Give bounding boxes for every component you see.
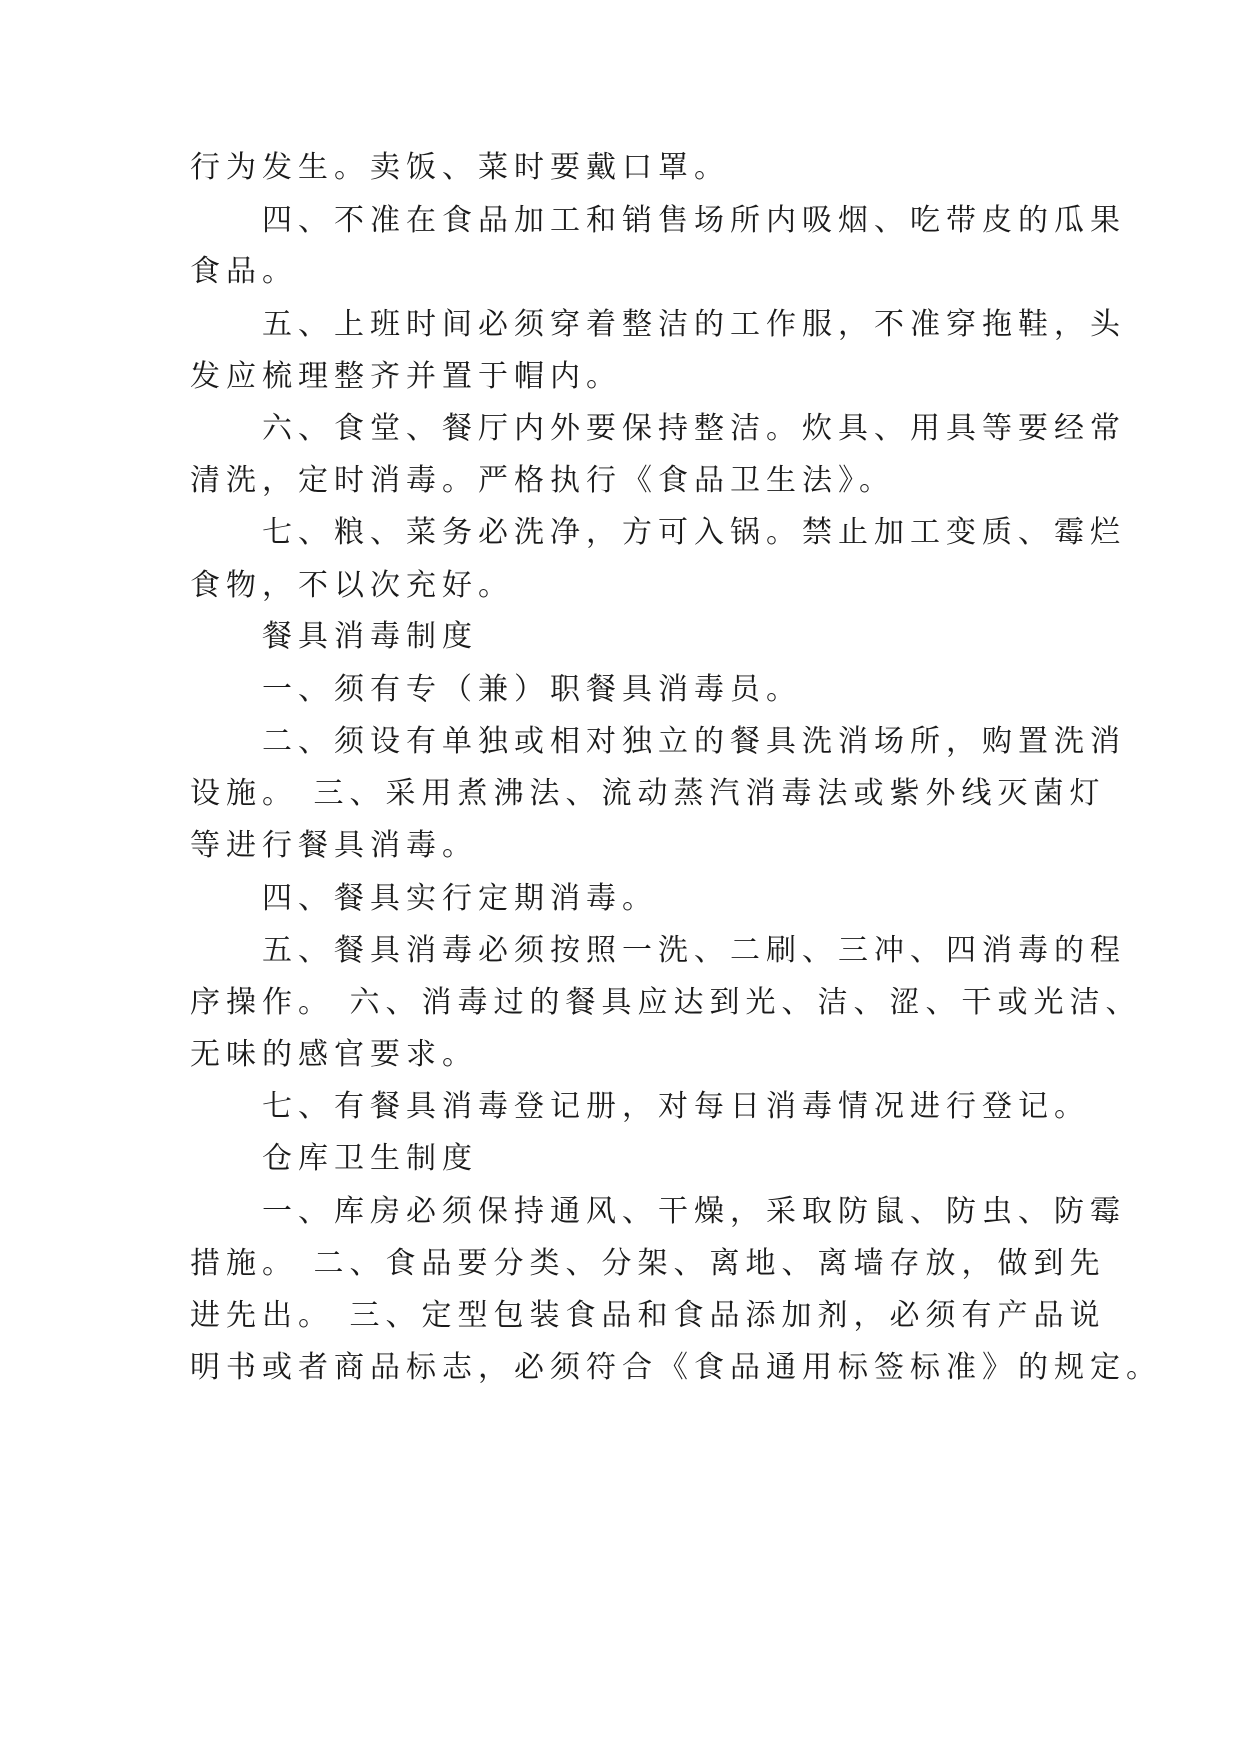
text-line: 一、须有专（兼）职餐具消毒员。 — [190, 672, 802, 707]
text-line: 无味的感官要求。 — [190, 1037, 478, 1072]
text-line: 七、有餐具消毒登记册，对每日消毒情况进行登记。 — [190, 1089, 1090, 1124]
text-line: 清洗，定时消毒。严格执行《食品卫生法》。 — [190, 463, 895, 498]
section-heading: 餐具消毒制度 — [190, 619, 478, 654]
text-line: 进先出。 三、定型包装食品和食品添加剂，必须有产品说 — [190, 1298, 1106, 1333]
text-line: 五、上班时间必须穿着整洁的工作服，不准穿拖鞋，头 — [190, 307, 1126, 342]
text-line: 明书或者商品标志，必须符合《食品通用标签标准》的规定。 — [190, 1350, 1162, 1385]
text-line: 行为发生。卖饭、菜时要戴口罩。 — [190, 150, 730, 185]
text-line: 序操作。 六、消毒过的餐具应达到光、洁、涩、干或光洁、 — [190, 985, 1142, 1020]
text-line: 等进行餐具消毒。 — [190, 828, 478, 863]
text-line: 五、餐具消毒必须按照一洗、二刷、三冲、四消毒的程 — [190, 933, 1126, 968]
text-line: 四、餐具实行定期消毒。 — [190, 881, 658, 916]
text-line: 设施。 三、采用煮沸法、流动蒸汽消毒法或紫外线灭菌灯 — [190, 776, 1106, 811]
section-heading: 仓库卫生制度 — [190, 1141, 478, 1176]
text-line: 二、须设有单独或相对独立的餐具洗消场所，购置洗消 — [190, 724, 1126, 759]
text-line: 食品。 — [190, 254, 298, 289]
text-line: 四、不准在食品加工和销售场所内吸烟、吃带皮的瓜果 — [190, 203, 1126, 238]
text-line: 七、粮、菜务必洗净，方可入锅。禁止加工变质、霉烂 — [190, 515, 1126, 550]
text-line: 六、食堂、餐厅内外要保持整洁。炊具、用具等要经常 — [190, 411, 1126, 446]
text-line: 食物，不以次充好。 — [190, 568, 514, 603]
text-line: 发应梳理整齐并置于帽内。 — [190, 359, 622, 394]
text-line: 措施。 二、食品要分类、分架、离地、离墙存放，做到先 — [190, 1246, 1106, 1281]
text-line: 一、库房必须保持通风、干燥，采取防鼠、防虫、防霉 — [190, 1194, 1126, 1229]
